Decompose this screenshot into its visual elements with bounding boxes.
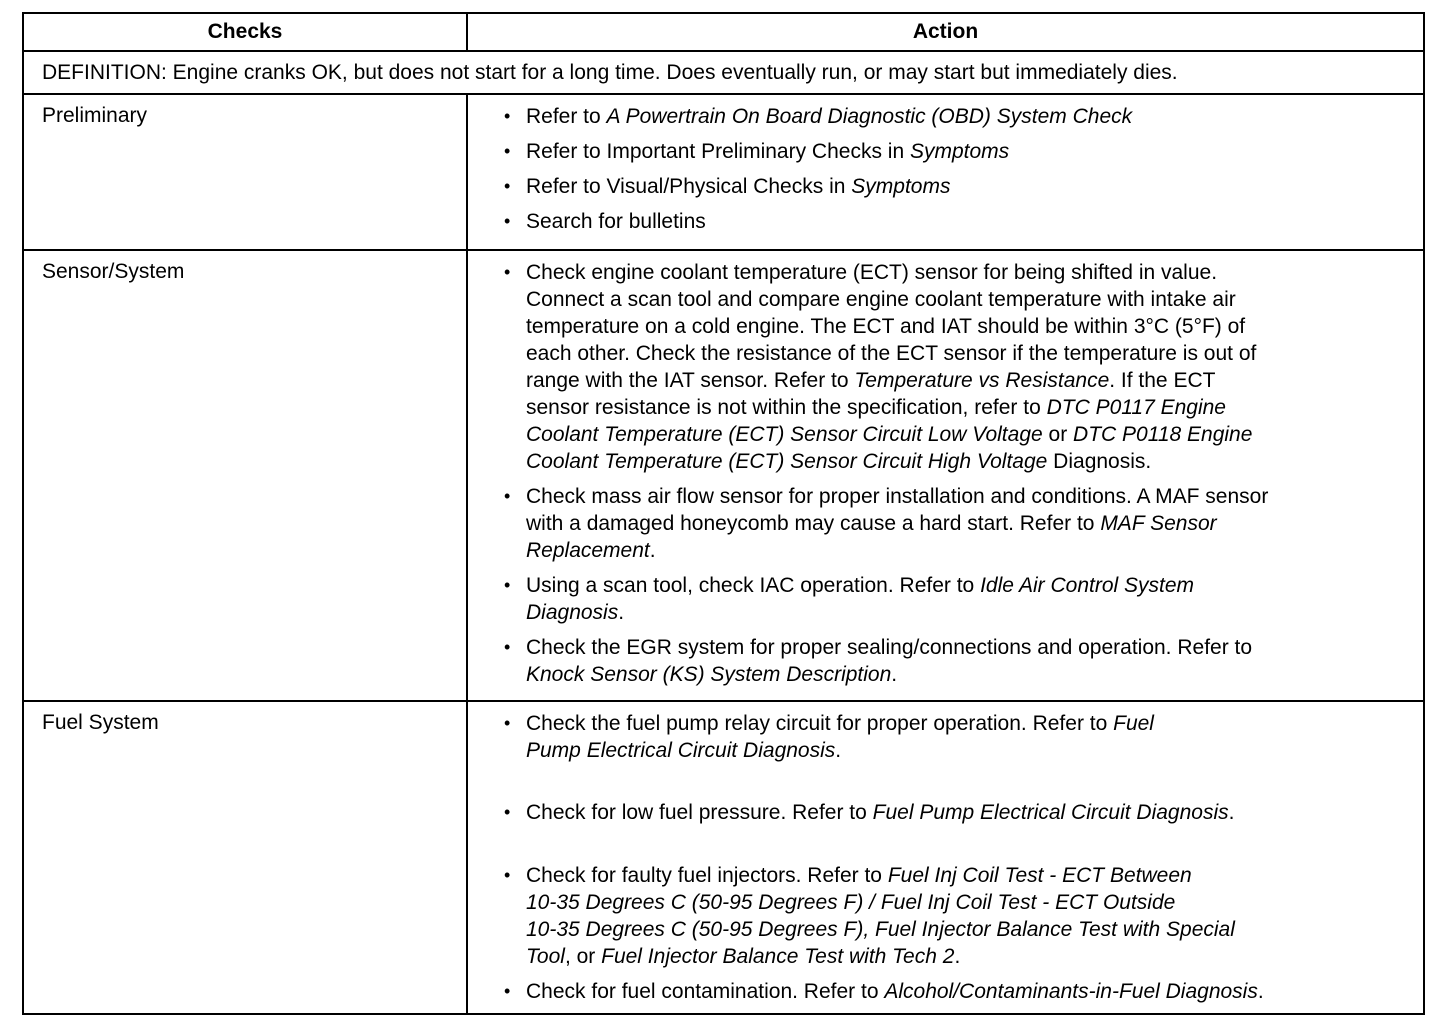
item-text: Check the EGR system for proper sealing/connections and operation. Refer to [526, 636, 1253, 659]
item-text: Check for low fuel pressure. Refer to [526, 801, 873, 824]
item-text: . [835, 739, 842, 762]
action-cell [467, 250, 1424, 701]
item-text: , or [564, 945, 602, 968]
list-item [504, 862, 1423, 970]
item-text: Check mass air flow sensor for proper installation and conditions. A MAF sensor with a damaged honeycomb may cause a hard start. Refer to [526, 485, 1269, 535]
checks-header: Checks [23, 13, 467, 51]
check-label: Sensor/System [23, 250, 467, 701]
action-cell [467, 94, 1424, 250]
item-text: or [1042, 423, 1074, 446]
list-item [504, 173, 1423, 200]
table-row-preliminary [23, 94, 1424, 250]
reference-link-text: Symptoms [909, 140, 1010, 163]
header-row [23, 13, 1424, 51]
list-item [504, 208, 1423, 235]
item-text: . If the ECT sensor resistance is not within the specification, refer to [526, 369, 1216, 419]
table-row-sensor-system [23, 250, 1424, 701]
item-text: Refer to Important Preliminary Checks in [526, 140, 910, 163]
item-text: . [649, 539, 656, 562]
list-item [504, 138, 1423, 165]
reference-link-text: Fuel Pump Electrical Circuit Diagnosis [526, 712, 1154, 762]
item-text: Search for bulletins [526, 210, 706, 233]
reference-link-text: DTC P0118 Engine Coolant Temperature (ECT) Sensor Circuit High Voltage [526, 423, 1253, 473]
check-label: Preliminary [23, 94, 467, 250]
item-text: . [891, 663, 898, 686]
action-list [504, 259, 1423, 688]
reference-link-text: Fuel Inj Coil Test - ECT Between 10-35 Degrees C (50-95 Degrees F) / Fuel Inj Coil Test - ECT Outside 10-35 Degrees C (50-95 Degrees F), Fuel Injector Balance Test with Special Tool [526, 864, 1235, 968]
definition-text: DEFINITION: Engine cranks OK, but does not start for a long time. Does eventually run, or may start but immediately dies. [23, 51, 1424, 94]
action-list [504, 103, 1423, 235]
list-item [504, 259, 1423, 475]
reference-link-text: Alcohol/Contaminants-in-Fuel Diagnosis [884, 980, 1258, 1003]
reference-link-text: DTC P0117 Engine Coolant Temperature (ECT) Sensor Circuit Low Voltage [526, 396, 1226, 446]
list-item [504, 103, 1423, 130]
item-text: Diagnosis. [1047, 450, 1152, 473]
item-text: . [1257, 980, 1264, 1003]
list-item [504, 483, 1423, 564]
reference-link-text: MAF Sensor Replacement [526, 512, 1217, 562]
reference-link-text: Fuel Pump Electrical Circuit Diagnosis [872, 801, 1229, 824]
reference-link-text: Symptoms [851, 175, 951, 198]
item-text: . [618, 601, 625, 624]
list-item [504, 978, 1423, 1005]
reference-link-text: Knock Sensor (KS) System Description [526, 663, 892, 686]
check-label: Fuel System [23, 701, 467, 1014]
item-text: Check for faulty fuel injectors. Refer to [526, 864, 888, 887]
item-text: Check engine coolant temperature (ECT) sensor for being shifted in value. Connect a scan tool and compare engine coolant temperature with intake air temperature on a cold engine. The ECT and IAT should be within 3°C (5°F) of each other. Check the resistance of the ECT sensor if the temperature is out of range with the IAT sensor. Refer to [526, 261, 1257, 392]
reference-link-text: Temperature vs Resistance [854, 369, 1110, 392]
list-item [504, 799, 1423, 826]
item-text: Refer to Visual/Physical Checks in [526, 175, 852, 198]
diagnostic-table [22, 12, 1425, 1015]
table-row-fuel-system [23, 701, 1424, 1014]
action-list [504, 710, 1423, 1005]
list-item [504, 572, 1423, 626]
item-text: Using a scan tool, check IAC operation. Refer to [526, 574, 981, 597]
list-item [504, 634, 1423, 688]
item-text: Check the fuel pump relay circuit for proper operation. Refer to [526, 712, 1114, 735]
list-item [504, 710, 1423, 764]
item-text: Check for fuel contamination. Refer to [526, 980, 885, 1003]
reference-link-text: Idle Air Control System Diagnosis [526, 574, 1195, 624]
item-text: . [1228, 801, 1235, 824]
action-cell [467, 701, 1424, 1014]
reference-link-text: Fuel Injector Balance Test with Tech 2 [601, 945, 955, 968]
item-text: . [954, 945, 961, 968]
definition-row [23, 51, 1424, 94]
reference-link-text: A Powertrain On Board Diagnostic (OBD) System Check [606, 105, 1133, 128]
item-text: Refer to [526, 105, 607, 128]
action-header: Action [467, 13, 1424, 51]
